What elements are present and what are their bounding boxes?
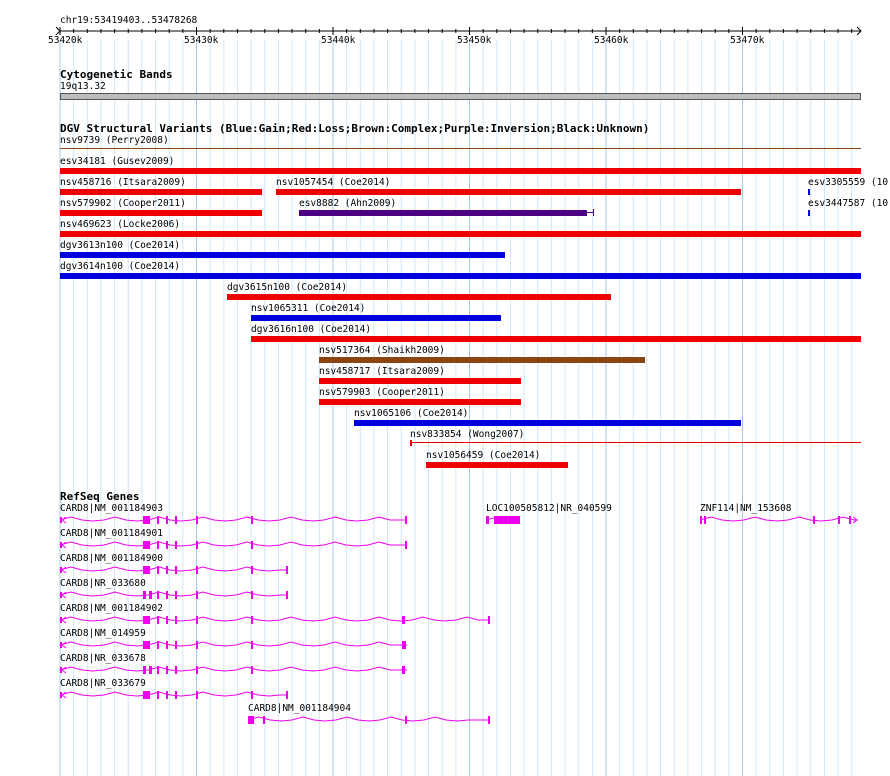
- exon: [175, 641, 177, 649]
- exon: [166, 566, 168, 574]
- exon: [157, 616, 159, 624]
- ruler-tick-label: 53470k: [730, 35, 765, 46]
- refseq-track-title[interactable]: RefSeq Genes: [60, 490, 140, 503]
- exon: [813, 516, 815, 524]
- exon: [196, 616, 198, 624]
- exon: [143, 541, 150, 549]
- exon: [196, 691, 198, 699]
- intron-line: [60, 642, 407, 646]
- exon: [157, 591, 159, 599]
- strand-arrow-icon: [62, 617, 66, 623]
- exon: [157, 566, 159, 574]
- gene-label: CARD8|NM_001184904: [248, 703, 351, 714]
- exon: [143, 691, 150, 699]
- ruler-tick-label: 53420k: [48, 35, 83, 46]
- exon: [402, 616, 405, 624]
- exon: [286, 591, 288, 599]
- cytoband-label: 19q13.32: [60, 81, 106, 92]
- exon: [157, 691, 159, 699]
- exon: [405, 516, 407, 524]
- dgv-track-title[interactable]: DGV Structural Variants (Blue:Gain;Red:Loss;Brown:Complex;Purple:Inversion;Black:Unknown): [60, 122, 650, 135]
- exon: [175, 616, 177, 624]
- exon: [704, 516, 706, 524]
- exon: [402, 641, 406, 649]
- feature-label: dgv3615n100 (Coe2014): [227, 282, 348, 293]
- feature-label: nsv517364 (Shaikh2009): [319, 345, 445, 356]
- feature-label: nsv579902 (Cooper2011): [60, 198, 186, 209]
- exon: [149, 666, 152, 674]
- strand-arrow-icon: [62, 517, 66, 523]
- feature-label: nsv1065106 (Coe2014): [354, 408, 469, 419]
- exon: [175, 516, 177, 524]
- exon: [157, 641, 159, 649]
- exon: [196, 641, 198, 649]
- feature-label: nsv469623 (Locke2006): [60, 219, 181, 230]
- feature-label: nsv458717 (Itsara2009): [319, 366, 445, 377]
- exon: [838, 516, 840, 524]
- strand-arrow-icon: [62, 667, 66, 673]
- exon: [166, 591, 168, 599]
- exon: [251, 516, 253, 524]
- exon: [251, 691, 253, 699]
- cytoband-track-title[interactable]: Cytogenetic Bands: [60, 68, 173, 81]
- exon: [251, 666, 253, 674]
- gene-label: CARD8|NR_033680: [60, 578, 146, 589]
- exon: [143, 641, 150, 649]
- gene-label: CARD8|NR_033678: [60, 653, 146, 664]
- feature-label: dgv3613n100 (Coe2014): [60, 240, 181, 251]
- feature-label: dgv3614n100 (Coe2014): [60, 261, 181, 272]
- exon: [166, 516, 168, 524]
- exon: [402, 666, 405, 674]
- exon: [251, 541, 253, 549]
- feature-label: nsv9739 (Perry2008): [60, 135, 169, 146]
- exon: [251, 566, 253, 574]
- ruler-tick-label: 53450k: [457, 35, 492, 46]
- exon: [196, 591, 198, 599]
- feature-label: nsv833854 (Wong2007): [410, 429, 525, 440]
- exon: [263, 716, 265, 724]
- exon: [196, 516, 198, 524]
- exon: [251, 616, 253, 624]
- exon: [251, 591, 253, 599]
- exon: [143, 616, 150, 624]
- feature-label: dgv3616n100 (Coe2014): [251, 324, 372, 335]
- feature-label: nsv458716 (Itsara2009): [60, 177, 186, 188]
- exon: [494, 516, 520, 524]
- exon: [405, 541, 407, 549]
- gene-label: CARD8|NR_033679: [60, 678, 146, 689]
- exon: [143, 666, 146, 674]
- exon: [196, 541, 198, 549]
- ruler-tick-label: 53440k: [321, 35, 356, 46]
- gene-label: CARD8|NM_001184900: [60, 553, 163, 564]
- exon: [143, 591, 146, 599]
- exon: [488, 716, 490, 724]
- exon: [175, 541, 177, 549]
- feature-label: esv8882 (Ahn2009): [299, 198, 397, 209]
- gene-label: CARD8|NM_001184902: [60, 603, 163, 614]
- intron-line: [700, 517, 858, 521]
- feature-label: nsv579903 (Cooper2011): [319, 387, 445, 398]
- gene-label: LOC100505812|NR_040599: [486, 503, 612, 514]
- feature-label: esv3447587 (10: [808, 198, 889, 209]
- gene-label: CARD8|NM_001184903: [60, 503, 163, 514]
- feature-label: nsv1057454 (Coe2014): [276, 177, 391, 188]
- gene-label: CARD8|NM_001184901: [60, 528, 163, 539]
- exon: [849, 516, 851, 524]
- feature-label: nsv1056459 (Coe2014): [426, 450, 541, 461]
- gene-label: ZNF114|NM_153608: [700, 503, 792, 514]
- strand-arrow-icon: [62, 542, 66, 548]
- exon: [149, 591, 152, 599]
- exon: [175, 591, 177, 599]
- exon: [143, 566, 150, 574]
- feature-label: esv34181 (Gusev2009): [60, 156, 175, 167]
- gene-label: CARD8|NM_014959: [60, 628, 146, 639]
- exon: [143, 516, 150, 524]
- intron-line: [60, 517, 407, 521]
- exon: [157, 516, 159, 524]
- strand-arrow-icon: [62, 642, 66, 648]
- position-label: chr19:53419403..53478268: [60, 15, 198, 26]
- exon: [157, 541, 159, 549]
- exon: [157, 666, 159, 674]
- exon: [251, 641, 253, 649]
- exon: [196, 566, 198, 574]
- intron-line: [60, 667, 407, 671]
- exon: [166, 666, 168, 674]
- exon: [175, 566, 177, 574]
- exon: [166, 641, 168, 649]
- strand-arrow-icon: [62, 592, 66, 598]
- strand-arrow-icon: [62, 567, 66, 573]
- intron-line: [60, 617, 490, 621]
- feature-label: nsv1065311 (Coe2014): [251, 303, 366, 314]
- intron-line: [60, 542, 407, 546]
- exon: [175, 691, 177, 699]
- intron-line: [248, 717, 490, 721]
- exon: [486, 516, 489, 524]
- exon: [175, 666, 177, 674]
- exon: [166, 691, 168, 699]
- ruler-tick-label: 53430k: [184, 35, 219, 46]
- exon: [405, 716, 407, 724]
- exon: [700, 516, 702, 524]
- exon: [286, 691, 288, 699]
- strand-arrow-icon: [62, 692, 66, 698]
- feature-label: esv3305559 (10: [808, 177, 889, 188]
- exon: [196, 666, 198, 674]
- exon: [166, 541, 168, 549]
- ruler-tick-label: 53460k: [594, 35, 629, 46]
- exon: [286, 566, 288, 574]
- exon: [166, 616, 168, 624]
- exon: [488, 616, 490, 624]
